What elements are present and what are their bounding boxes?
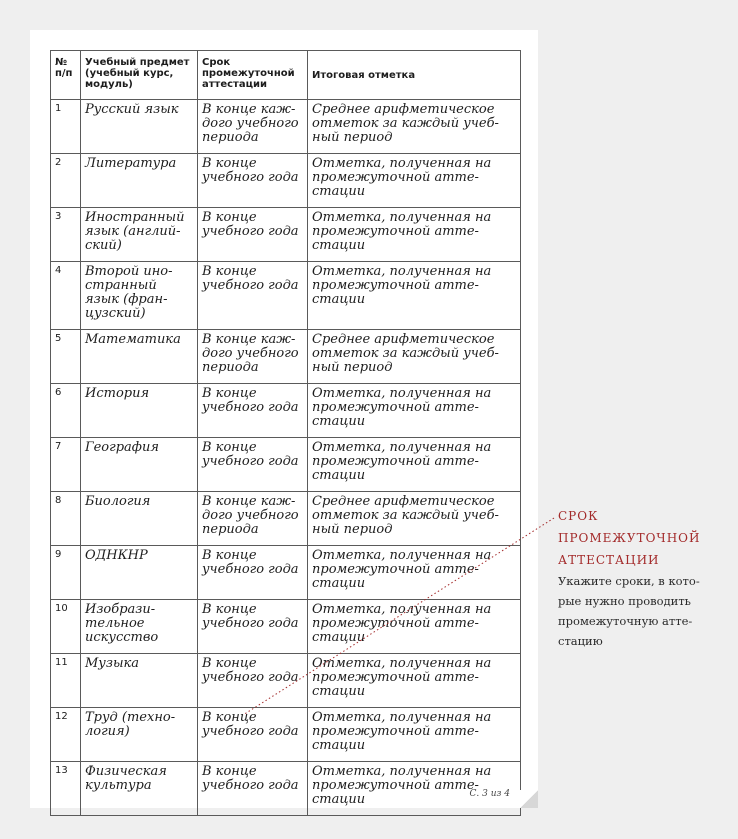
row-term: В конце каж-дого учебного периода bbox=[198, 492, 308, 546]
row-grade: Отметка, полученная на промежуточной атте-стации bbox=[308, 546, 521, 600]
row-subject: ОДНКНР bbox=[81, 546, 198, 600]
row-grade: Отметка, полученная на промежуточной атте-стации bbox=[308, 708, 521, 762]
row-grade: Отметка, полученная на промежуточной атте-стации bbox=[308, 384, 521, 438]
row-num: 4 bbox=[51, 262, 81, 330]
row-grade: Отметка, полученная на промежуточной атте-стации bbox=[308, 438, 521, 492]
row-num: 1 bbox=[51, 100, 81, 154]
row-grade: Отметка, полученная на промежуточной атте-стации bbox=[308, 600, 521, 654]
row-grade: Среднее арифметическое отметок за каждый учеб-ный период bbox=[308, 100, 521, 154]
row-term: В конце учебного года bbox=[198, 262, 308, 330]
row-grade: Среднее арифметическое отметок за каждый учеб-ный период bbox=[308, 492, 521, 546]
row-subject: Иностранный язык (англий-ский) bbox=[81, 208, 198, 262]
row-num: 6 bbox=[51, 384, 81, 438]
row-term: В конце учебного года bbox=[198, 654, 308, 708]
row-term: В конце каж-дого учебного периода bbox=[198, 100, 308, 154]
row-term: В конце учебного года bbox=[198, 708, 308, 762]
header-subject: Учебный предмет (учебный курс, модуль) bbox=[81, 51, 198, 100]
row-subject: Физическая культура bbox=[81, 762, 198, 816]
row-grade: Отметка, полученная на промежуточной атте-стации bbox=[308, 262, 521, 330]
row-subject: География bbox=[81, 438, 198, 492]
row-num: 7 bbox=[51, 438, 81, 492]
row-term: В конце учебного года bbox=[198, 762, 308, 816]
row-grade: Отметка, полученная на промежуточной атте-стации bbox=[308, 154, 521, 208]
row-term: В конце учебного года bbox=[198, 154, 308, 208]
row-num: 10 bbox=[51, 600, 81, 654]
row-subject: Труд (техно-логия) bbox=[81, 708, 198, 762]
row-term: В конце учебного года bbox=[198, 438, 308, 492]
row-grade: Отметка, полученная на промежуточной атте-стации bbox=[308, 208, 521, 262]
row-grade: Отметка, полученная на промежуточной атте-стации bbox=[308, 654, 521, 708]
annotation-callout bbox=[558, 505, 728, 651]
header-grade: Итоговая отметка bbox=[308, 51, 521, 100]
row-grade: Среднее арифметическое отметок за каждый учеб-ный период bbox=[308, 330, 521, 384]
row-num: 8 bbox=[51, 492, 81, 546]
row-num: 12 bbox=[51, 708, 81, 762]
row-subject: Биология bbox=[81, 492, 198, 546]
row-term: В конце учебного года bbox=[198, 384, 308, 438]
row-term: В конце учебного года bbox=[198, 600, 308, 654]
row-num: 2 bbox=[51, 154, 81, 208]
row-num: 13 bbox=[51, 762, 81, 816]
row-num: 3 bbox=[51, 208, 81, 262]
row-grade: Отметка, полученная на промежуточной атте-стации bbox=[308, 762, 521, 816]
row-subject: История bbox=[81, 384, 198, 438]
row-subject: Математика bbox=[81, 330, 198, 384]
row-num: 9 bbox=[51, 546, 81, 600]
callout-title: СРОК ПРОМЕЖУТОЧНОЙ АТТЕСТАЦИИ bbox=[558, 509, 701, 567]
row-num: 5 bbox=[51, 330, 81, 384]
callout-text: Укажите сроки, в кото- рые нужно проводить промежуточную атте- стацию bbox=[558, 574, 700, 648]
row-term: В конце учебного года bbox=[198, 546, 308, 600]
header-num: № п/п bbox=[51, 51, 81, 100]
row-subject: Изобрази-тельное искусство bbox=[81, 600, 198, 654]
row-subject: Литература bbox=[81, 154, 198, 208]
page-number: С. 3 из 4 bbox=[469, 789, 510, 799]
row-term: В конце каж-дого учебного периода bbox=[198, 330, 308, 384]
row-subject: Русский язык bbox=[81, 100, 198, 154]
header-term: Срок промежуточной аттестации bbox=[198, 51, 308, 100]
row-subject: Музыка bbox=[81, 654, 198, 708]
row-term: В конце учебного года bbox=[198, 208, 308, 262]
row-subject: Второй ино-странный язык (фран-цузский) bbox=[81, 262, 198, 330]
row-num: 11 bbox=[51, 654, 81, 708]
